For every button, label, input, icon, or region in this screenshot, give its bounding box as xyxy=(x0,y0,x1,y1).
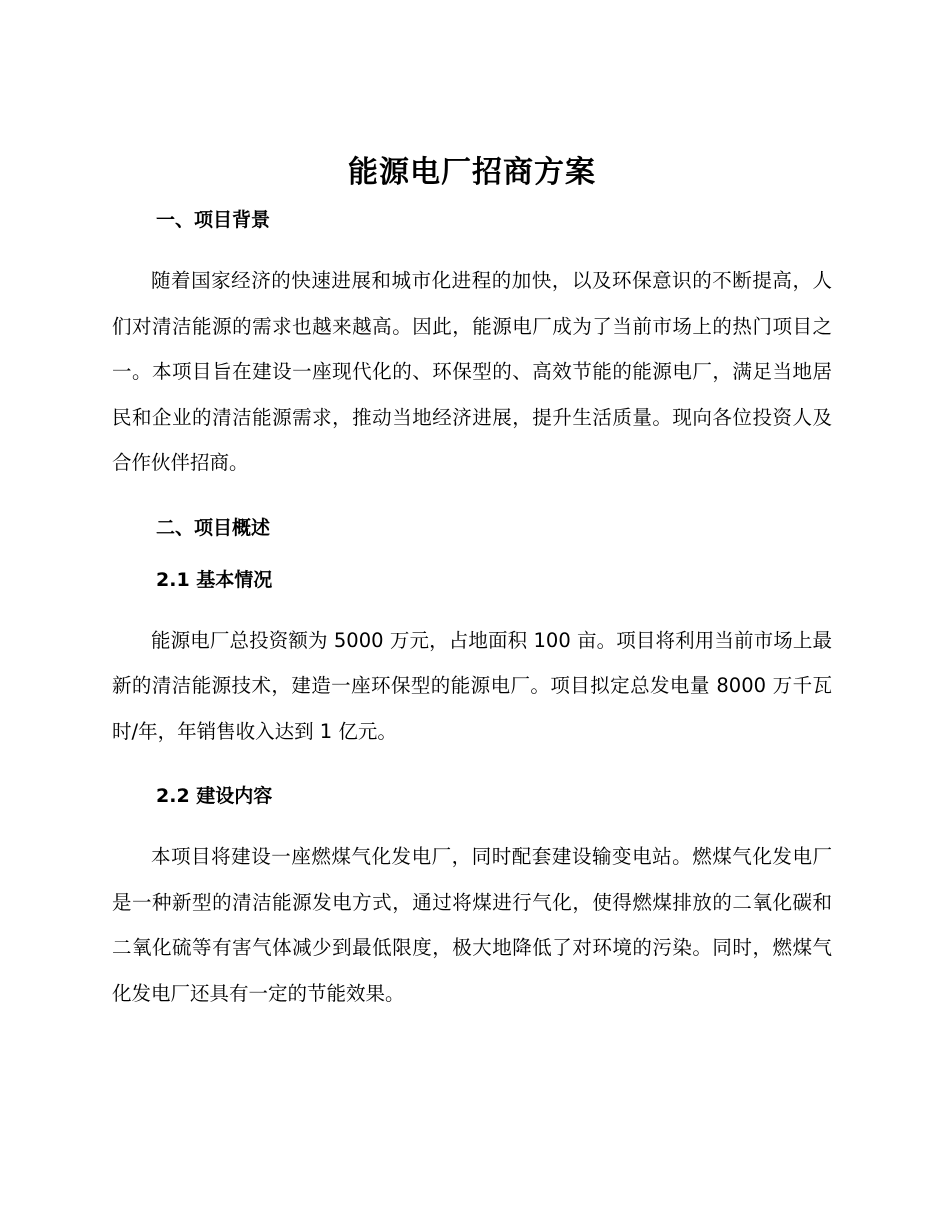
subsection-heading-construction: 2.2 建设内容 xyxy=(156,785,273,807)
subsection-heading-basic-info: 2.1 基本情况 xyxy=(156,568,273,591)
construction-paragraph: 本项目将建设一座燃煤气化发电厂，同时配套建设输变电站。燃煤气化发电厂是一种新型的清洁能源发电方式，通过将煤进行气化，使得燃煤排放的二氧化碳和二氧化硫等有害气体减少到最低限度，极大地降低了对环境的污染。同时，燃煤气化发电厂还具有一定的节能效果。 xyxy=(112,845,832,1005)
section-heading-overview: 二、项目概述 xyxy=(156,516,271,539)
document-body xyxy=(112,150,832,1044)
basic-info-paragraph: 能源电厂总投资额为 5000 万元，占地面积 100 亩。项目将利用当前市场上最新的清洁能源技术，建造一座环保型的能源电厂。项目拟定总发电量 8000 万千瓦时/年，年销售收入达到 1 亿元。 xyxy=(112,628,832,743)
section-heading-background: 一、项目背景 xyxy=(156,209,271,231)
background-paragraph: 随着国家经济的快速进展和城市化进程的加快，以及环保意识的不断提高，人们对清洁能源的需求也越来越高。因此，能源电厂成为了当前市场上的热门项目之一。本项目旨在建设一座现代化的、环保型的、高效节能的能源电厂，满足当地居民和企业的清洁能源需求，推动当地经济进展，提升生活质量。现向各位投资人及合作伙伴招商。 xyxy=(112,269,832,474)
document-title: 能源电厂招商方案 xyxy=(348,155,596,190)
